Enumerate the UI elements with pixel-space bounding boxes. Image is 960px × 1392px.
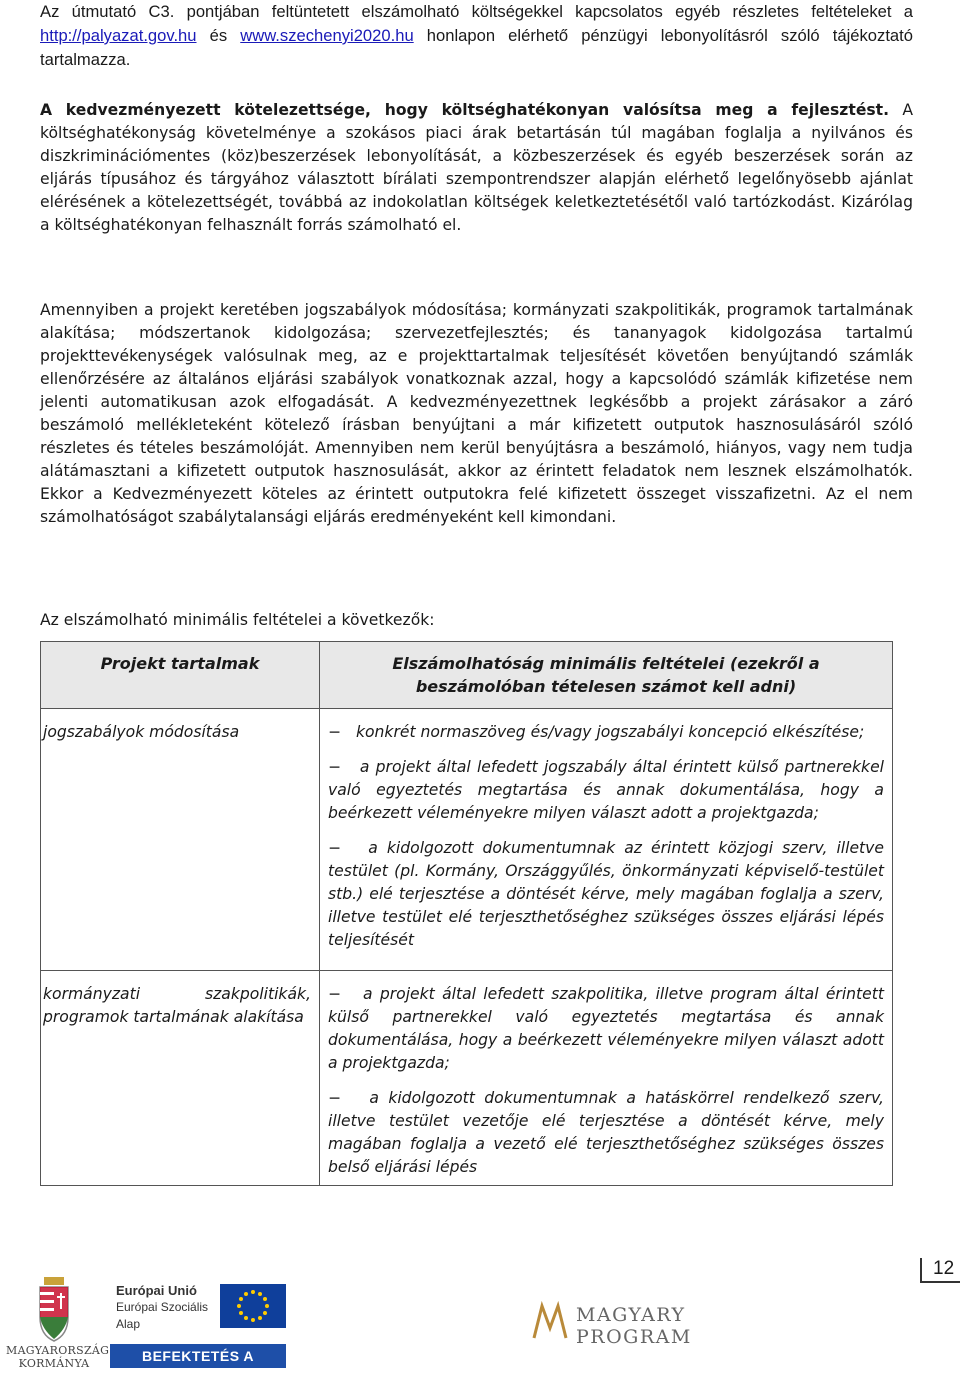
list-item: − a projekt által lefedett jogszabály által érintett külső partnerekkel való egyeztetés megtartása és annak dokumentálása, hogy a beérkezett véleményekre milyen választ adott a projektgazda; [328, 758, 885, 822]
list-item: − a kidolgozott dokumentumnak a hatáskörrel rendelkező szerv, illetve testület vezetője elé terjesztése a döntését kérve, mely magában foglalja a vezető elé terjeszthetőséghez szükséges összes belső eljárási lépés [328, 1089, 885, 1176]
eu-banner: BEFEKTETÉS A JÖVŐBE [110, 1344, 286, 1368]
footer-logos [0, 1270, 960, 1389]
szechenyi-link[interactable]: www.szechenyi2020.hu [240, 26, 414, 45]
table-header-row [41, 642, 893, 709]
list-item: − a kidolgozott dokumentumnak az érintett közjogi szerv, illetve testület (pl. Kormány, Országgyűlés, önkormányzati képviselő-testület stb.) elé terjesztése a döntését kérve, mely magában foglalja a szerv, illetve testület elé terjeszthetőséghez szükséges összes eljárási lépés teljesítését [328, 839, 884, 949]
table-intro: Az elszámolható minimális feltételei a következők: [40, 611, 435, 629]
project-content-paragraph: Amennyiben a projekt keretében jogszabályok módosítása; kormányzati szakpolitikák, programok tartalmának alakítása; módszertanok kidolgozása; szervezetfejlesztés; és tananyagok kidolgozása tartalmú projekttevékenységek valósulnak meg, az e projekttartalmak teljesítését követően benyújtandó számlák ellenőrzésére az általános eljárási szabályok vonatkoznak azzal, hogy a kapcsolódó számlák kifizetése nem jelenti automatikusan azok elfogadását. A kedvezményezettnek legkésőbb a projekt zárásakor a záró beszámoló mellékleteként kötelező írásban benyújtani a már kifizetett outputok hasznosulásáról szóló részletes és tételes beszámolóját. Amennyiben nem kerül benyújtásra a beszámoló, hiányos, vagy nem tudja alátámasztani a kifizetett outputok hasznosulását, akkor az érintett feladatok nem lesznek elszámolhatók. Ekkor a Kedvezményezett köteles az érintett outputokra felé kifizetett összeget visszafizetni. Az el nem számolhatóságot szabálytalansági eljárás eredményeként kell kimondani. [40, 301, 913, 526]
table-row [41, 971, 893, 1186]
eu-flag-icon [220, 1284, 286, 1328]
intro-paragraph: Az útmutató C3. pontjában feltüntetett elszámolható költségekkel kapcsolatos egyéb részletes feltételeket a http://palyazat.gov.hu és www.szechenyi2020.hu honlapon elérhető pénzügyi lebonyolításról szóló tájékoztató tartalmazza. [40, 2, 913, 69]
palyazat-link[interactable]: http://palyazat.gov.hu [40, 26, 197, 45]
row-content-cell: kormányzati szakpolitikák, programok tartalmának alakítása [41, 971, 320, 1186]
page-number: 12 [933, 1258, 955, 1279]
eu-label: Európai Unió Európai Szociális Alap [116, 1283, 209, 1331]
magyary-label-line2: PROGRAM [576, 1326, 692, 1348]
cost-efficiency-paragraph: A kedvezményezett kötelezettsége, hogy költséghatékonyan valósítsa meg a fejlesztést. A költséghatékonyság követelménye a szokásos piaci árak betartásán túl magában foglalja a nyilvános és diszkriminációmentes (köz)beszerzések lebonyolítását, a közbeszerzések és egyéb beszerzések során az eljárás típusához és tárgyához választott bírálati szempontrendszer alapján elérhető legelőnyösebb ajánlat elérésének a kötelezettségét, továbbá az indokolatlan költségek keletkeztetésétől való tartózkodást. Kizárólag a költséghatékonyan felhasznált forrás számolható el. [40, 101, 913, 234]
magyary-label-line1: MAGYARY [576, 1304, 686, 1326]
row-conditions-cell [320, 709, 893, 971]
obligation-heading: A kedvezményezett kötelezettsége, hogy költséghatékonyan valósítsa meg a fejlesztést. [40, 101, 890, 119]
table-row [41, 709, 893, 971]
eligibility-table [40, 641, 893, 1186]
list-item: − a projekt által lefedett szakpolitika, illetve program által érintett külső partnerekkel való egyeztetés megtartása és annak dokumentálása, hogy a beérkezett véleményekre milyen választ adott a projektgazda; [328, 985, 884, 1072]
row-conditions-cell [320, 971, 893, 1186]
row-content-cell: jogszabályok módosítása [41, 709, 320, 971]
header-eligibility-conditions: Elszámolhatóság minimális feltételei (ezekről a beszámolóban tételesen számot kell adni) [320, 642, 893, 709]
government-label: MAGYARORSZÁG KORMÁNYA [6, 1344, 110, 1370]
header-project-content: Projekt tartalmak [41, 642, 320, 709]
list-item: − konkrét normaszöveg és/vagy jogszabályi koncepció elkészítése; [328, 723, 865, 741]
